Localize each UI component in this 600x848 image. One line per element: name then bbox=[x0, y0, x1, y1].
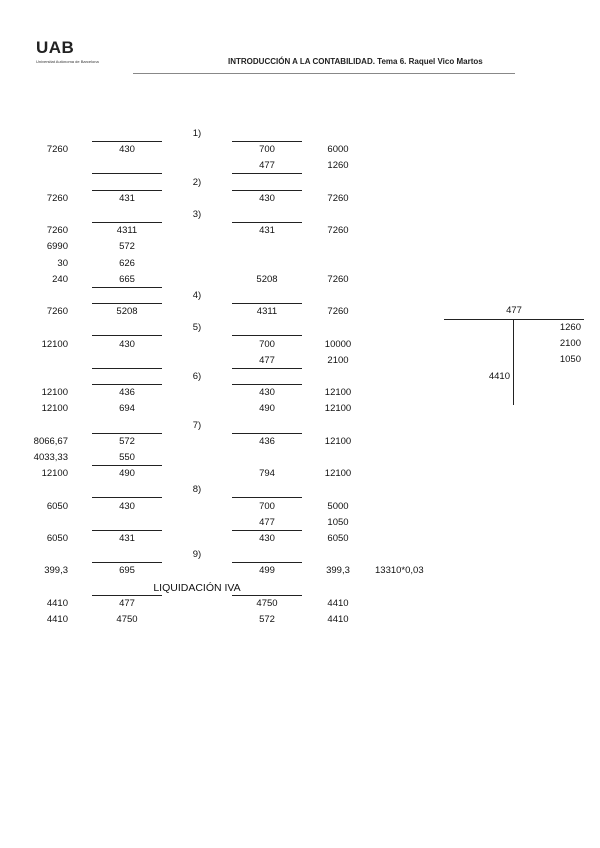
debit-account: 626 bbox=[119, 257, 135, 269]
entry-close-rule-right bbox=[232, 530, 302, 531]
entry-rule-left bbox=[92, 433, 162, 434]
entry-close-rule-left bbox=[92, 287, 162, 288]
credit-amount: 12100 bbox=[324, 387, 352, 399]
debit-amount: 6990 bbox=[46, 241, 68, 253]
debit-amount: 4033,33 bbox=[33, 452, 68, 463]
debit-amount: 7260 bbox=[46, 306, 68, 318]
credit-amount: 4410 bbox=[327, 614, 349, 625]
entry-rule-left bbox=[92, 384, 162, 385]
credit-account: 477 bbox=[259, 516, 275, 528]
entry-close-rule-left bbox=[92, 465, 162, 466]
entry-close-rule-right bbox=[232, 368, 302, 369]
t-account-debit: 4410 bbox=[488, 370, 510, 382]
credit-account: 700 bbox=[259, 338, 275, 350]
entry-number: 8) bbox=[192, 484, 202, 496]
entry-rule-left bbox=[92, 595, 162, 596]
entry-close-rule-right bbox=[232, 173, 302, 174]
credit-amount: 7260 bbox=[327, 192, 349, 204]
entry-rule-left bbox=[92, 141, 162, 142]
entry-rule-right bbox=[232, 433, 302, 434]
credit-account: 794 bbox=[259, 468, 275, 480]
entry-number: 5) bbox=[192, 322, 202, 334]
debit-amount: 399,3 bbox=[44, 565, 68, 577]
debit-amount: 7260 bbox=[46, 192, 68, 204]
credit-amount: 6050 bbox=[327, 533, 349, 544]
credit-account: 5208 bbox=[256, 273, 278, 285]
debit-account: 5208 bbox=[116, 306, 138, 318]
t-account-title: 477 bbox=[506, 305, 522, 316]
t-account-credit: 1260 bbox=[559, 322, 581, 333]
debit-account: 436 bbox=[119, 387, 135, 399]
credit-account: 700 bbox=[259, 500, 275, 512]
debit-amount: 12100 bbox=[41, 468, 68, 480]
debit-account: 572 bbox=[119, 435, 135, 447]
entry-rule-left bbox=[92, 562, 162, 563]
entry-rule-left bbox=[92, 222, 162, 223]
credit-amount: 1050 bbox=[327, 516, 349, 528]
credit-account: 572 bbox=[259, 614, 275, 625]
entry-number: 1) bbox=[192, 128, 202, 139]
credit-amount: 7260 bbox=[327, 225, 349, 237]
debit-amount: 12100 bbox=[41, 403, 68, 415]
credit-amount: 4410 bbox=[327, 597, 349, 609]
entry-close-rule-left bbox=[92, 530, 162, 531]
debit-account: 665 bbox=[119, 273, 135, 285]
credit-account: 4311 bbox=[256, 306, 278, 318]
debit-amount: 7260 bbox=[46, 225, 68, 237]
credit-amount: 1260 bbox=[327, 160, 349, 172]
calc-note: 13310*0,03 bbox=[375, 565, 424, 577]
document-header: INTRODUCCIÓN A LA CONTABILIDAD. Tema 6. Raquel Vico Martos bbox=[228, 57, 483, 66]
entry-number: 7) bbox=[192, 419, 202, 431]
debit-account: 550 bbox=[119, 452, 135, 463]
entry-number: 6) bbox=[192, 371, 202, 382]
debit-account: 430 bbox=[119, 338, 135, 350]
section-label: LIQUIDACIÓN IVA bbox=[153, 581, 241, 594]
credit-amount: 7260 bbox=[327, 273, 349, 285]
debit-account: 572 bbox=[119, 241, 135, 253]
entry-rule-right bbox=[232, 222, 302, 223]
logo-mark: UAB bbox=[36, 38, 75, 57]
debit-account: 430 bbox=[119, 144, 135, 156]
uab-logo bbox=[36, 38, 99, 64]
debit-account: 694 bbox=[119, 403, 135, 415]
debit-amount: 6050 bbox=[46, 500, 68, 512]
entry-rule-left bbox=[92, 335, 162, 336]
entry-number: 9) bbox=[192, 549, 202, 561]
debit-amount: 4410 bbox=[46, 597, 68, 609]
debit-account: 4311 bbox=[116, 225, 138, 237]
credit-account: 430 bbox=[259, 387, 275, 399]
credit-account: 4750 bbox=[256, 597, 278, 609]
credit-amount: 10000 bbox=[324, 338, 352, 350]
credit-account: 499 bbox=[259, 565, 275, 577]
debit-amount: 12100 bbox=[41, 387, 68, 399]
logo-subtitle: Universitat Autònoma de Barcelona bbox=[36, 59, 99, 64]
t-account-credit: 2100 bbox=[559, 338, 581, 350]
debit-amount: 8066,67 bbox=[33, 435, 68, 447]
credit-amount: 12100 bbox=[324, 403, 352, 415]
entry-rule-right bbox=[232, 190, 302, 191]
entry-rule-right bbox=[232, 595, 302, 596]
credit-account: 477 bbox=[259, 354, 275, 366]
entry-number: 4) bbox=[192, 290, 202, 301]
entry-rule-right bbox=[232, 303, 302, 304]
credit-amount: 399,3 bbox=[326, 565, 350, 577]
entry-close-rule-left bbox=[92, 368, 162, 369]
credit-amount: 12100 bbox=[324, 468, 352, 480]
entry-close-rule-left bbox=[92, 173, 162, 174]
t-account-credit: 1050 bbox=[559, 354, 581, 366]
credit-amount: 12100 bbox=[324, 435, 352, 447]
entry-rule-right bbox=[232, 384, 302, 385]
credit-account: 430 bbox=[259, 192, 275, 204]
t-account-divider bbox=[513, 319, 514, 405]
debit-amount: 4410 bbox=[46, 614, 68, 625]
debit-account: 4750 bbox=[116, 614, 138, 625]
entry-rule-left bbox=[92, 190, 162, 191]
credit-account: 436 bbox=[259, 435, 275, 447]
entry-number: 3) bbox=[192, 209, 202, 220]
credit-account: 430 bbox=[259, 533, 275, 544]
header-rule bbox=[133, 73, 515, 74]
entry-rule-right bbox=[232, 335, 302, 336]
debit-amount: 30 bbox=[57, 257, 68, 269]
debit-amount: 6050 bbox=[46, 533, 68, 544]
entry-number: 2) bbox=[192, 176, 202, 188]
debit-account: 430 bbox=[119, 500, 135, 512]
credit-amount: 5000 bbox=[327, 500, 349, 512]
entry-rule-right bbox=[232, 141, 302, 142]
entry-rule-right bbox=[232, 562, 302, 563]
debit-amount: 240 bbox=[52, 273, 68, 285]
credit-account: 700 bbox=[259, 144, 275, 156]
t-account-top-line bbox=[444, 319, 584, 320]
debit-account: 431 bbox=[119, 533, 135, 544]
credit-amount: 6000 bbox=[327, 144, 349, 156]
debit-account: 431 bbox=[119, 192, 135, 204]
debit-account: 695 bbox=[119, 565, 135, 577]
credit-amount: 7260 bbox=[327, 306, 349, 318]
credit-account: 490 bbox=[259, 403, 275, 415]
debit-account: 477 bbox=[119, 597, 135, 609]
debit-amount: 12100 bbox=[41, 338, 68, 350]
debit-amount: 7260 bbox=[46, 144, 68, 156]
entry-rule-right bbox=[232, 497, 302, 498]
credit-amount: 2100 bbox=[327, 354, 349, 366]
debit-account: 490 bbox=[119, 468, 135, 480]
credit-account: 431 bbox=[259, 225, 275, 237]
entry-rule-left bbox=[92, 497, 162, 498]
credit-account: 477 bbox=[259, 160, 275, 172]
entry-rule-left bbox=[92, 303, 162, 304]
